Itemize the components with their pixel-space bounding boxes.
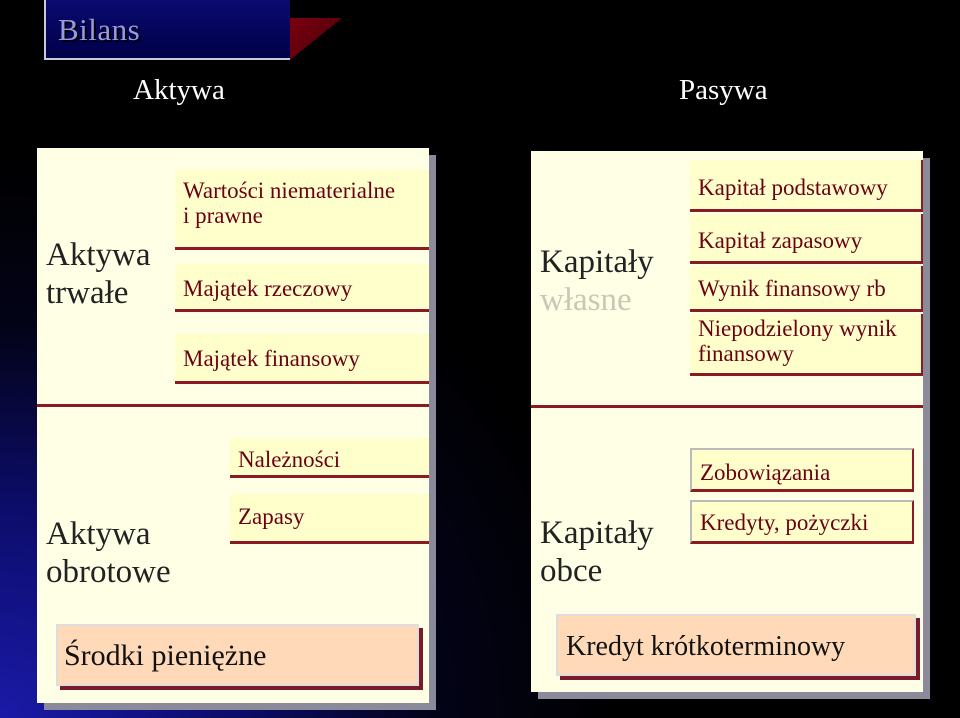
equity-label-line1: Kapitały [540, 244, 654, 280]
current-assets-label [46, 515, 171, 591]
fixed-asset-item-intangible-line1: Wartości niematerialne [183, 178, 396, 203]
current-asset-item-receivables [230, 438, 429, 478]
debt-item-liabilities [690, 448, 914, 492]
debt-item-loans [690, 500, 914, 544]
debt-item-liabilities-text: Zobowiązania [700, 460, 831, 485]
equity-item-reserve-capital-text: Kapitał zapasowy [698, 228, 863, 253]
page-title: Bilans [58, 12, 141, 47]
fixed-assets-label-line1: Aktywa [46, 237, 151, 273]
equity-item-net-result-text: Wynik finansowy rb [698, 276, 886, 301]
equity-item-retained-earnings [690, 314, 923, 376]
fixed-asset-item-intangible [175, 170, 429, 250]
liabilities-divider [531, 405, 923, 408]
equity-item-net-result [690, 266, 923, 312]
equity-label [540, 243, 654, 319]
fixed-assets-label [46, 236, 150, 312]
debt-label [540, 514, 654, 590]
debt-label-line2: obce [540, 553, 603, 589]
cash-text: Środki pieniężne [64, 639, 267, 672]
equity-item-reserve-capital [690, 214, 923, 264]
fixed-asset-item-tangible [175, 264, 429, 312]
header-liabilities: Pasywa [679, 74, 768, 106]
current-asset-item-inventory [230, 494, 429, 544]
equity-item-share-capital-text: Kapitał podstawowy [698, 175, 888, 200]
current-assets-label-line1: Aktywa [46, 516, 151, 552]
current-asset-item-inventory-text: Zapasy [238, 504, 305, 529]
fixed-asset-item-intangible-line2: i prawne [183, 203, 263, 228]
current-assets-label-line2: obrotowe [46, 554, 171, 590]
fixed-asset-item-tangible-line1: Majątek rzeczowy [183, 276, 353, 301]
fixed-asset-item-financial [175, 334, 429, 384]
header-assets: Aktywa [133, 74, 225, 106]
cash-box [56, 624, 419, 686]
current-asset-item-receivables-text: Należności [238, 447, 341, 472]
short-term-loan-box [556, 614, 916, 676]
equity-item-retained-earnings-line2: finansowy [698, 341, 794, 366]
equity-item-retained-earnings-line1: Niepodzielony wynik [698, 316, 897, 341]
title-shadow [290, 18, 342, 60]
fixed-assets-label-line2: trwałe [46, 275, 129, 311]
fixed-asset-item-financial-line1: Majątek finansowy [183, 346, 360, 371]
assets-divider [37, 404, 429, 407]
debt-label-line1: Kapitały [540, 515, 654, 551]
debt-item-loans-text: Kredyty, pożyczki [700, 510, 869, 535]
short-term-loan-text: Kredyt krótkoterminowy [566, 631, 846, 662]
equity-item-share-capital [690, 160, 923, 212]
equity-label-line2: własne [540, 282, 632, 318]
